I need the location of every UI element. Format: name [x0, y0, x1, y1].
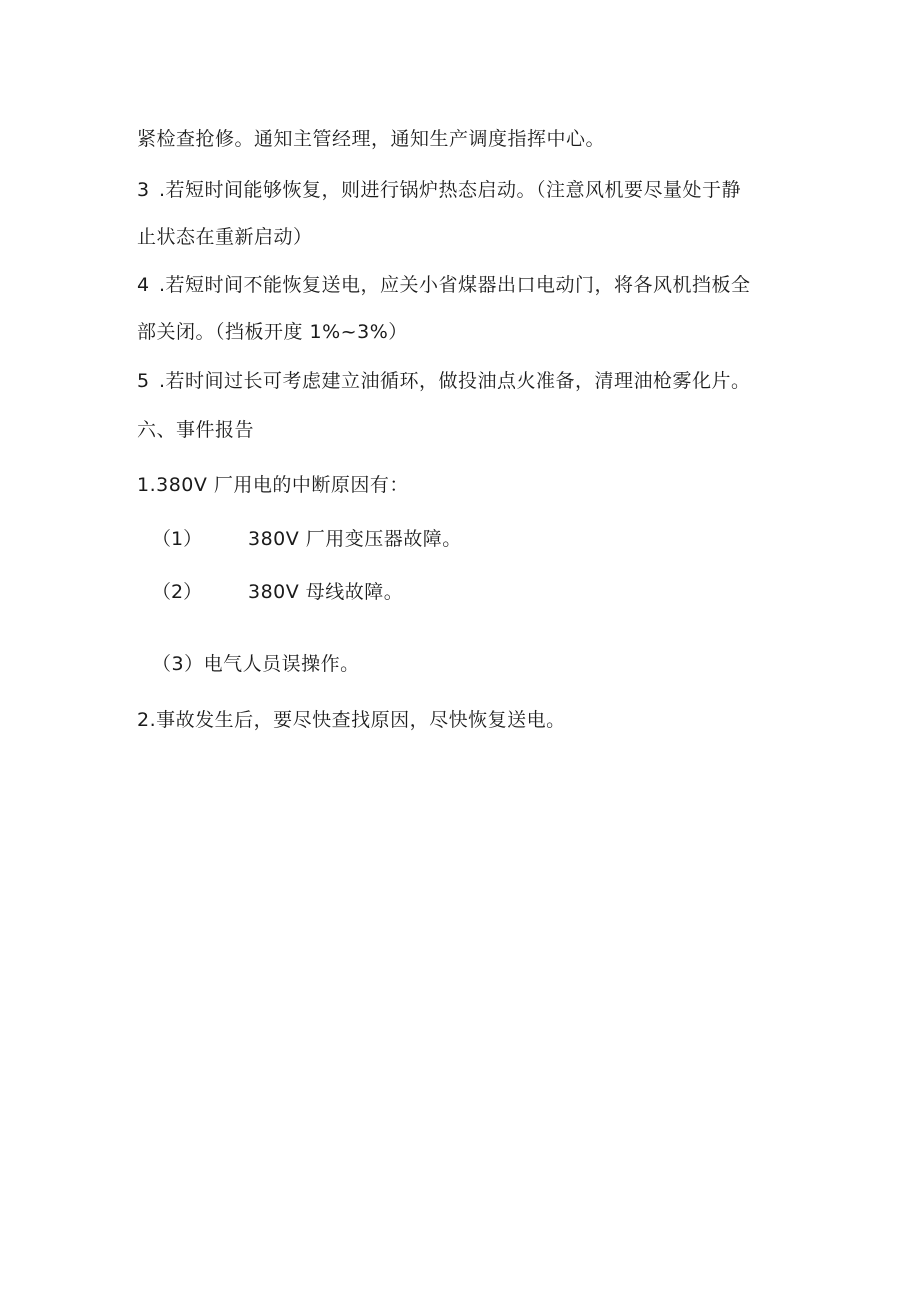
paragraph-3-line-1 — [137, 178, 741, 202]
sub-item-2-text: 380V 母线故障。 — [248, 581, 404, 603]
paragraph-4-number: 4 — [137, 274, 150, 296]
paragraph-continuation: 紧检查抢修。通知主管经理，通知生产调度指挥中心。 — [137, 128, 606, 150]
paragraph-4-line-1 — [137, 273, 751, 297]
sub-item-1-text: 380V 厂用变压器故障。 — [248, 528, 462, 550]
paragraph-5-text: .若时间过长可考虑建立油循环，做投油点火准备，清理油枪雾化片。 — [159, 370, 751, 392]
sub-item-3: （3）电气人员误操作。 — [152, 653, 360, 675]
list-item-2: 2.事故发生后，要尽快查找原因，尽快恢复送电。 — [137, 709, 566, 731]
sub-item-1-number: （1） — [152, 528, 203, 550]
list-item-1: 1.380V 厂用电的中断原因有： — [137, 474, 409, 496]
paragraph-3-number: 3 — [137, 179, 150, 201]
paragraph-3-line-2: 止状态在重新启动） — [137, 226, 313, 248]
paragraph-4-text: .若短时间不能恢复送电，应关小省煤器出口电动门，将各风机挡板全 — [159, 274, 751, 296]
paragraph-5-number: 5 — [137, 370, 150, 392]
sub-item-2-number: （2） — [152, 581, 203, 603]
paragraph-5-line-1 — [137, 369, 751, 393]
section-heading: 六、事件报告 — [137, 419, 255, 441]
paragraph-4-line-2: 部关闭。（挡板开度 1%~3%） — [137, 321, 408, 343]
paragraph-3-text: .若短时间能够恢复，则进行锅炉热态启动。（注意风机要尽量处于静 — [159, 179, 742, 201]
